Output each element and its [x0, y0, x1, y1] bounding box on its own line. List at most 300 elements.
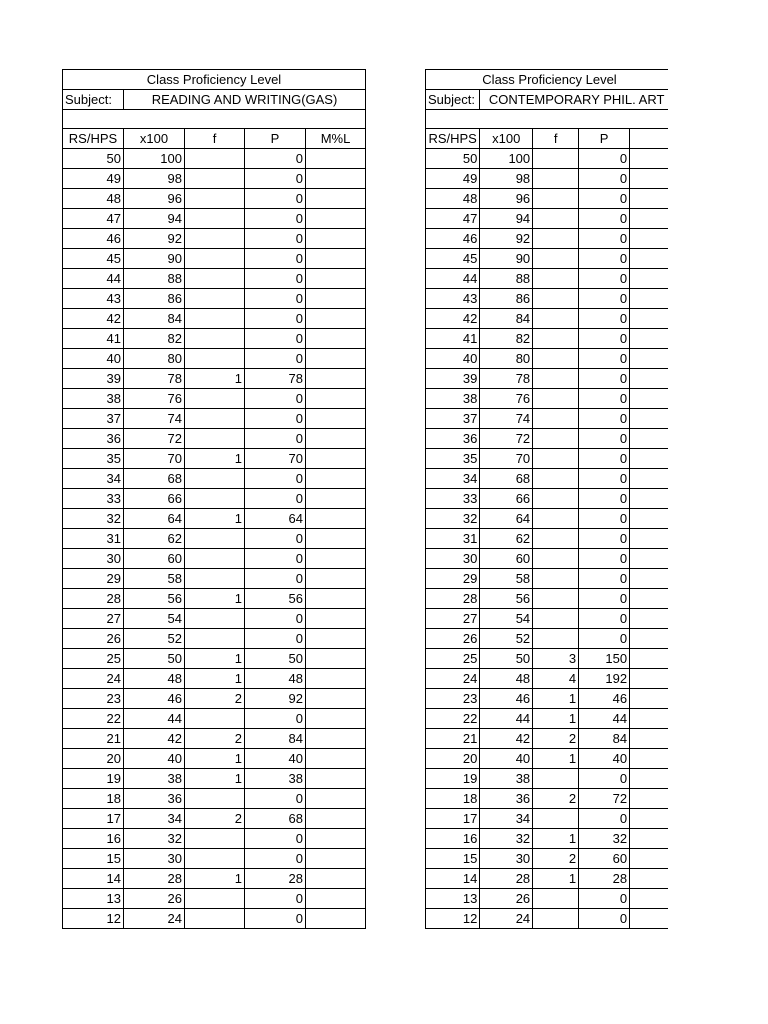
- cell-mpl: [630, 489, 668, 509]
- table-row: [426, 849, 669, 869]
- table-row: [426, 609, 669, 629]
- cell-x100: 30: [480, 849, 533, 869]
- cell-x100: 78: [480, 369, 533, 389]
- cell-f: [533, 189, 579, 209]
- cell-p: 0: [579, 509, 630, 529]
- cell-p: 38: [245, 769, 306, 789]
- cell-mpl: [630, 209, 668, 229]
- cell-p: 40: [245, 749, 306, 769]
- cell-x100: 90: [124, 249, 185, 269]
- table-row: [426, 369, 669, 389]
- cell-p: 0: [579, 209, 630, 229]
- cell-f: [533, 229, 579, 249]
- header-p: P: [579, 129, 630, 149]
- cell-p: 0: [579, 389, 630, 409]
- cell-x100: 76: [124, 389, 185, 409]
- cell-rs-hps: 40: [426, 349, 480, 369]
- cell-f: [533, 909, 579, 929]
- cell-x100: 98: [124, 169, 185, 189]
- cell-x100: 86: [480, 289, 533, 309]
- cell-x100: 100: [124, 149, 185, 169]
- cell-mpl: [630, 889, 668, 909]
- cell-x100: 80: [124, 349, 185, 369]
- cell-x100: 42: [124, 729, 185, 749]
- cell-x100: 32: [480, 829, 533, 849]
- cell-f: 1: [533, 869, 579, 889]
- cell-rs-hps: 37: [426, 409, 480, 429]
- cell-x100: 72: [480, 429, 533, 449]
- blank-row: [426, 110, 669, 129]
- cell-f: [533, 309, 579, 329]
- cell-x100: 94: [480, 209, 533, 229]
- cell-rs-hps: 45: [426, 249, 480, 269]
- cell-p: 0: [579, 489, 630, 509]
- cell-x100: 32: [124, 829, 185, 849]
- cell-f: [533, 289, 579, 309]
- cell-f: [533, 329, 579, 349]
- cell-p: 0: [579, 889, 630, 909]
- cell-rs-hps: 27: [426, 609, 480, 629]
- cell-x100: 30: [124, 849, 185, 869]
- cell-f: 1: [533, 689, 579, 709]
- cell-x100: 34: [124, 809, 185, 829]
- table-row: [426, 629, 669, 649]
- cell-p: 0: [579, 309, 630, 329]
- cell-mpl: [630, 469, 668, 489]
- cell-x100: 80: [480, 349, 533, 369]
- cell-rs-hps: 34: [426, 469, 480, 489]
- cell-rs-hps: 42: [426, 309, 480, 329]
- cell-x100: 68: [124, 469, 185, 489]
- cell-rs-hps: 31: [63, 529, 124, 549]
- cell-f: 4: [533, 669, 579, 689]
- cell-rs-hps: 26: [63, 629, 124, 649]
- cell-x100: 66: [124, 489, 185, 509]
- cell-f: [533, 209, 579, 229]
- cell-rs-hps: 33: [426, 489, 480, 509]
- cell-x100: 28: [124, 869, 185, 889]
- cell-mpl: [630, 869, 668, 889]
- cell-p: 72: [579, 789, 630, 809]
- cell-rs-hps: 18: [63, 789, 124, 809]
- table-row: [426, 169, 669, 189]
- cell-rs-hps: 34: [63, 469, 124, 489]
- cell-f: [533, 489, 579, 509]
- cell-x100: 64: [480, 509, 533, 529]
- cell-x100: 74: [124, 409, 185, 429]
- cell-p: 0: [245, 409, 306, 429]
- cell-f: [533, 169, 579, 189]
- cell-rs-hps: 44: [63, 269, 124, 289]
- cell-p: 60: [579, 849, 630, 869]
- cell-p: 0: [579, 369, 630, 389]
- cell-mpl: [630, 309, 668, 329]
- header-f: f: [185, 129, 245, 149]
- cell-x100: 46: [124, 689, 185, 709]
- cell-rs-hps: 41: [63, 329, 124, 349]
- table-row: [426, 349, 669, 369]
- cell-mpl: [630, 909, 668, 929]
- cell-rs-hps: 31: [426, 529, 480, 549]
- cell-rs-hps: 19: [63, 769, 124, 789]
- table-row: [426, 769, 669, 789]
- cell-x100: 44: [480, 709, 533, 729]
- cell-rs-hps: 43: [426, 289, 480, 309]
- cell-x100: 48: [480, 669, 533, 689]
- header-x100: x100: [124, 129, 185, 149]
- cell-rs-hps: 36: [63, 429, 124, 449]
- cell-p: 0: [245, 889, 306, 909]
- cell-x100: 26: [124, 889, 185, 909]
- cell-p: 92: [245, 689, 306, 709]
- cell-rs-hps: 13: [63, 889, 124, 909]
- cell-x100: 28: [480, 869, 533, 889]
- cell-rs-hps: 25: [426, 649, 480, 669]
- cell-p: 0: [245, 289, 306, 309]
- cell-rs-hps: 13: [426, 889, 480, 909]
- cell-mpl: [630, 649, 668, 669]
- cell-f: [533, 589, 579, 609]
- table-row: [426, 249, 669, 269]
- cell-x100: 52: [124, 629, 185, 649]
- cell-x100: 68: [480, 469, 533, 489]
- cell-p: 0: [579, 609, 630, 629]
- cell-f: 2: [533, 729, 579, 749]
- cell-mpl: [630, 629, 668, 649]
- cell-p: 84: [245, 729, 306, 749]
- cell-rs-hps: 25: [63, 649, 124, 669]
- cell-rs-hps: 26: [426, 629, 480, 649]
- cell-rs-hps: 48: [426, 189, 480, 209]
- cell-x100: 76: [480, 389, 533, 409]
- cell-p: 48: [245, 669, 306, 689]
- cell-mpl: [630, 549, 668, 569]
- cell-f: [533, 889, 579, 909]
- cell-mpl: [630, 329, 668, 349]
- cell-rs-hps: 33: [63, 489, 124, 509]
- cell-rs-hps: 42: [63, 309, 124, 329]
- table-row: [426, 869, 669, 889]
- table-row: [426, 529, 669, 549]
- cell-mpl: [630, 749, 668, 769]
- cell-p: 78: [245, 369, 306, 389]
- cell-rs-hps: 36: [426, 429, 480, 449]
- table-row: [426, 229, 669, 249]
- cell-p: 0: [579, 909, 630, 929]
- cell-rs-hps: 12: [426, 909, 480, 929]
- table-row: [426, 809, 669, 829]
- cell-p: 0: [579, 229, 630, 249]
- table-row: [426, 269, 669, 289]
- table-row: [426, 909, 669, 929]
- cell-p: 150: [579, 649, 630, 669]
- cell-p: 64: [245, 509, 306, 529]
- cell-rs-hps: 20: [63, 749, 124, 769]
- cell-x100: 42: [480, 729, 533, 749]
- cell-rs-hps: 29: [63, 569, 124, 589]
- table-row: [426, 789, 669, 809]
- table-title: Class Proficiency Level: [426, 70, 669, 90]
- cell-mpl: [630, 289, 668, 309]
- cell-x100: 100: [480, 149, 533, 169]
- table-row: [426, 469, 669, 489]
- cell-f: [533, 249, 579, 269]
- cell-f: [533, 449, 579, 469]
- cell-p: 0: [245, 149, 306, 169]
- cell-p: 0: [579, 409, 630, 429]
- cell-mpl: [630, 769, 668, 789]
- cell-f: 1: [185, 589, 245, 609]
- cell-rs-hps: 22: [63, 709, 124, 729]
- cell-p: 0: [245, 469, 306, 489]
- cell-mpl: [630, 789, 668, 809]
- cell-p: 0: [579, 249, 630, 269]
- cell-mpl: [630, 729, 668, 749]
- cell-x100: 58: [480, 569, 533, 589]
- cell-p: 0: [579, 589, 630, 609]
- cell-x100: 66: [480, 489, 533, 509]
- subject-name: CONTEMPORARY PHIL. ART: [480, 90, 668, 110]
- cell-rs-hps: 39: [426, 369, 480, 389]
- table-row: [426, 429, 669, 449]
- cell-x100: 62: [480, 529, 533, 549]
- cell-x100: 82: [480, 329, 533, 349]
- table-row: [426, 309, 669, 329]
- cell-mpl: [630, 409, 668, 429]
- header-f: f: [533, 129, 579, 149]
- cell-rs-hps: 16: [426, 829, 480, 849]
- table-row: [426, 329, 669, 349]
- cell-rs-hps: 30: [63, 549, 124, 569]
- cell-mpl: [630, 269, 668, 289]
- cell-f: [533, 769, 579, 789]
- cell-p: 68: [245, 809, 306, 829]
- cell-rs-hps: 24: [63, 669, 124, 689]
- cell-x100: 52: [480, 629, 533, 649]
- cell-x100: 58: [124, 569, 185, 589]
- cell-p: 0: [245, 169, 306, 189]
- cell-mpl: [630, 589, 668, 609]
- cell-x100: 44: [124, 709, 185, 729]
- cell-rs-hps: 27: [63, 609, 124, 629]
- cell-p: 46: [579, 689, 630, 709]
- cell-x100: 24: [480, 909, 533, 929]
- cell-mpl: [630, 709, 668, 729]
- cell-p: 0: [579, 809, 630, 829]
- cell-p: 50: [245, 649, 306, 669]
- cell-rs-hps: 24: [426, 669, 480, 689]
- cell-rs-hps: 23: [426, 689, 480, 709]
- cell-mpl: [630, 689, 668, 709]
- cell-rs-hps: 39: [63, 369, 124, 389]
- cell-p: 0: [245, 349, 306, 369]
- cell-x100: 46: [480, 689, 533, 709]
- cell-rs-hps: 12: [63, 909, 124, 929]
- cell-f: 2: [185, 689, 245, 709]
- header-x100: x100: [480, 129, 533, 149]
- cell-rs-hps: 46: [63, 229, 124, 249]
- cell-p: 0: [579, 349, 630, 369]
- cell-x100: 70: [480, 449, 533, 469]
- cell-p: 70: [245, 449, 306, 469]
- table-row: [426, 649, 669, 669]
- cell-f: 1: [533, 749, 579, 769]
- cell-p: 0: [579, 569, 630, 589]
- cell-p: 0: [245, 229, 306, 249]
- cell-rs-hps: 41: [426, 329, 480, 349]
- cell-rs-hps: 47: [63, 209, 124, 229]
- cell-f: 1: [185, 649, 245, 669]
- cell-p: 84: [579, 729, 630, 749]
- table-row: [426, 209, 669, 229]
- subject-label: Subject:: [63, 90, 124, 110]
- cell-mpl: [630, 349, 668, 369]
- cell-x100: 74: [480, 409, 533, 429]
- cell-x100: 92: [480, 229, 533, 249]
- cell-x100: 40: [124, 749, 185, 769]
- cell-p: 40: [579, 749, 630, 769]
- cell-rs-hps: 45: [63, 249, 124, 269]
- cell-mpl: [630, 609, 668, 629]
- cell-f: [533, 349, 579, 369]
- cell-rs-hps: 46: [426, 229, 480, 249]
- table-row: [426, 289, 669, 309]
- table-row: [426, 589, 669, 609]
- cell-mpl: [630, 569, 668, 589]
- header-p: P: [245, 129, 306, 149]
- cell-x100: 94: [124, 209, 185, 229]
- cell-rs-hps: 21: [426, 729, 480, 749]
- cell-f: [533, 389, 579, 409]
- cell-mpl: [630, 249, 668, 269]
- cell-p: 0: [579, 549, 630, 569]
- header-mpl: M%L: [306, 129, 366, 149]
- cell-p: 0: [245, 629, 306, 649]
- cell-rs-hps: 15: [426, 849, 480, 869]
- cell-p: 0: [245, 249, 306, 269]
- cell-x100: 90: [480, 249, 533, 269]
- cell-f: 1: [533, 709, 579, 729]
- cell-x100: 82: [124, 329, 185, 349]
- cell-x100: 62: [124, 529, 185, 549]
- cell-mpl: [630, 429, 668, 449]
- cell-f: [533, 629, 579, 649]
- table-row: [426, 689, 669, 709]
- cell-rs-hps: 17: [426, 809, 480, 829]
- cell-p: 0: [245, 829, 306, 849]
- cell-p: 0: [245, 269, 306, 289]
- cell-mpl: [630, 829, 668, 849]
- cell-p: 0: [579, 289, 630, 309]
- cell-f: 3: [533, 649, 579, 669]
- cell-p: 0: [245, 909, 306, 929]
- cell-x100: 64: [124, 509, 185, 529]
- cell-p: 0: [579, 769, 630, 789]
- cell-rs-hps: 50: [426, 149, 480, 169]
- cell-p: 0: [245, 209, 306, 229]
- cell-f: 1: [533, 829, 579, 849]
- table-row: [426, 829, 669, 849]
- cell-f: 2: [185, 729, 245, 749]
- cell-f: 1: [185, 449, 245, 469]
- cell-p: 0: [245, 309, 306, 329]
- table-row: [426, 709, 669, 729]
- cell-rs-hps: 40: [63, 349, 124, 369]
- table-row: [426, 489, 669, 509]
- cell-f: [533, 149, 579, 169]
- cell-x100: 88: [480, 269, 533, 289]
- cell-mpl: [630, 529, 668, 549]
- cell-x100: 92: [124, 229, 185, 249]
- cell-f: 1: [185, 749, 245, 769]
- cell-p: 0: [245, 429, 306, 449]
- cell-p: 0: [579, 269, 630, 289]
- cell-f: 1: [185, 769, 245, 789]
- cell-f: 2: [533, 849, 579, 869]
- table-row: [426, 749, 669, 769]
- cell-p: 0: [245, 489, 306, 509]
- cell-f: [533, 469, 579, 489]
- cell-x100: 54: [124, 609, 185, 629]
- cell-x100: 36: [124, 789, 185, 809]
- cell-p: 28: [579, 869, 630, 889]
- cell-x100: 96: [124, 189, 185, 209]
- header-rs-hps: RS/HPS: [63, 129, 124, 149]
- cell-mpl: [630, 189, 668, 209]
- cell-rs-hps: 22: [426, 709, 480, 729]
- cell-rs-hps: 44: [426, 269, 480, 289]
- cell-x100: 56: [124, 589, 185, 609]
- table-row: [426, 189, 669, 209]
- cell-rs-hps: 38: [63, 389, 124, 409]
- proficiency-table-contemporary-phil-art: [425, 69, 668, 929]
- table-row: [426, 389, 669, 409]
- table-row: [426, 729, 669, 749]
- cell-mpl: [630, 149, 668, 169]
- cell-p: 0: [245, 609, 306, 629]
- cell-rs-hps: 35: [426, 449, 480, 469]
- cell-f: [533, 809, 579, 829]
- cell-p: 0: [579, 429, 630, 449]
- cell-mpl: [630, 169, 668, 189]
- cell-rs-hps: 16: [63, 829, 124, 849]
- cell-x100: 36: [480, 789, 533, 809]
- cell-rs-hps: 15: [63, 849, 124, 869]
- cell-rs-hps: 14: [426, 869, 480, 889]
- cell-x100: 70: [124, 449, 185, 469]
- cell-mpl: [630, 849, 668, 869]
- cell-mpl: [630, 509, 668, 529]
- table-row: [426, 509, 669, 529]
- cell-f: 2: [185, 809, 245, 829]
- table-row: [426, 669, 669, 689]
- cell-rs-hps: 32: [63, 509, 124, 529]
- cell-mpl: [630, 229, 668, 249]
- cell-rs-hps: 43: [63, 289, 124, 309]
- cell-p: 0: [245, 789, 306, 809]
- cell-p: 0: [579, 189, 630, 209]
- table-title: Class Proficiency Level: [63, 70, 366, 90]
- cell-rs-hps: 18: [426, 789, 480, 809]
- cell-p: 32: [579, 829, 630, 849]
- cell-p: 0: [579, 449, 630, 469]
- cell-x100: 50: [480, 649, 533, 669]
- cell-p: 0: [245, 549, 306, 569]
- cell-f: [533, 609, 579, 629]
- cell-p: 0: [245, 709, 306, 729]
- cell-x100: 56: [480, 589, 533, 609]
- cell-rs-hps: 32: [426, 509, 480, 529]
